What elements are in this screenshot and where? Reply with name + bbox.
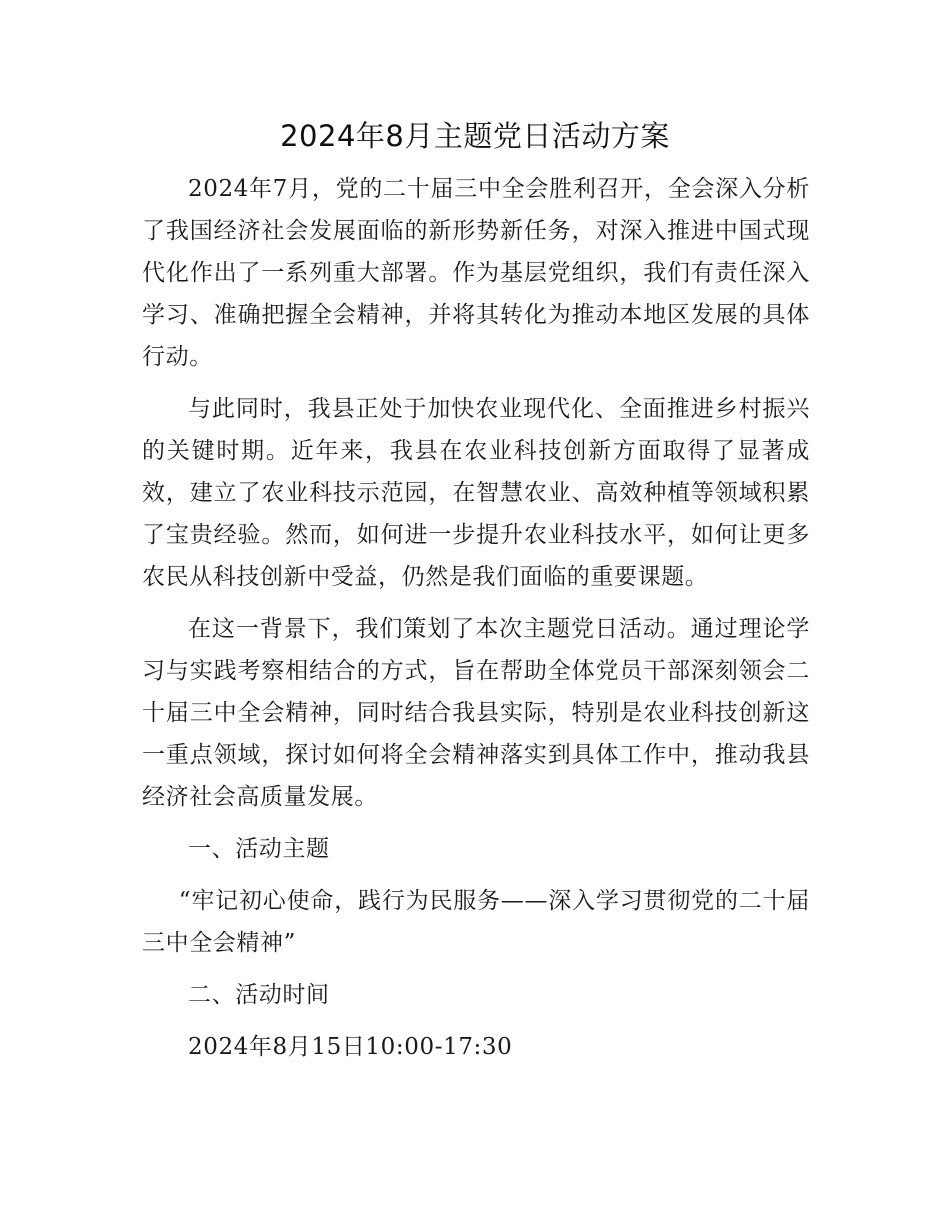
document-title: 2024年8月主题党日活动方案 (280, 119, 670, 153)
paragraph-activity-purpose: 在这一背景下，我们策划了本次主题党日活动。通过理论学习与实践考察相结合的方式，旨在帮助全体党员干部深刻领会二十届三中全会精神，同时结合我县实际，特别是农业科技创新这一重点领域，探讨如何将全会精神落实到具体工作中，推动我县经济社会高质量发展。 (142, 616, 810, 810)
section-heading-time: 二、活动时间 (188, 982, 330, 1008)
section-heading-theme: 一、活动主题 (188, 836, 330, 862)
document-body (142, 168, 810, 1068)
section-text-time: 2024年8月15日10:00-17:30 (188, 1034, 513, 1060)
paragraph-background: 2024年7月，党的二十届三中全会胜利召开，全会深入分析了我国经济社会发展面临的新形势新任务，对深入推进中国式现代化作出了一系列重大部署。作为基层党组织，我们有责任深入学习、准确把握全会精神，并将其转化为推动本地区发展的具体行动。 (142, 176, 810, 370)
paragraph-county-context: 与此同时，我县正处于加快农业现代化、全面推进乡村振兴的关键时期。近年来，我县在农业科技创新方面取得了显著成效，建立了农业科技示范园，在智慧农业、高效种植等领域积累了宝贵经验。然而，如何进一步提升农业科技水平，如何让更多农民从科技创新中受益，仍然是我们面临的重要课题。 (142, 396, 810, 590)
section-text-theme: “牢记初心使命，践行为民服务——深入学习贯彻党的二十届三中全会精神” (142, 888, 810, 956)
